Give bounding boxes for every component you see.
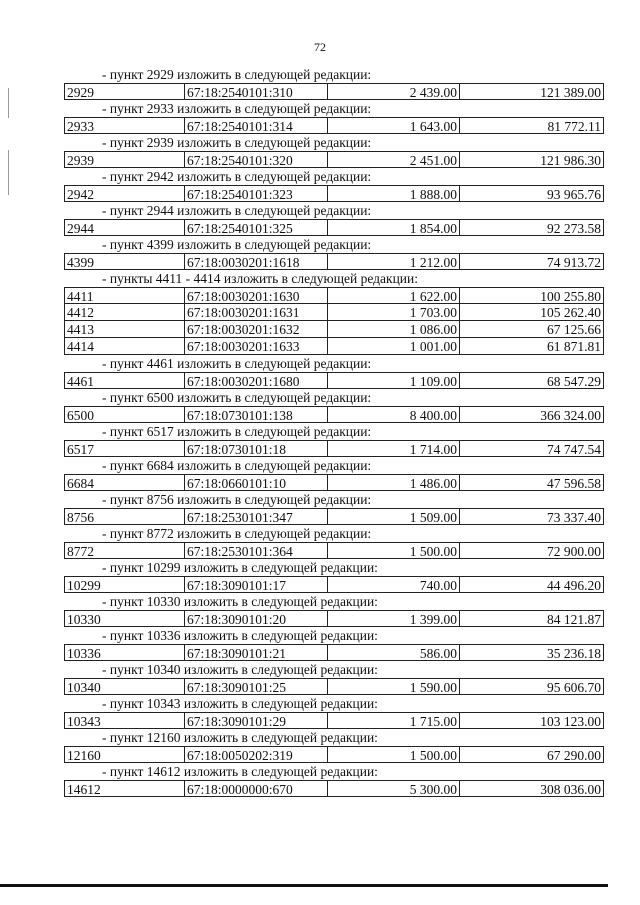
value-cell: 67 290.00 [547, 748, 601, 762]
cadastral-number-cell: 67:18:0730101:18 [185, 441, 328, 456]
amendment-heading: - пункт 2933 изложить в следующей редакции: [102, 101, 372, 116]
cadastral-number-cell: 67:18:2540101:310 [185, 84, 328, 99]
amendment-heading: - пункт 12160 изложить в следующей редакции: [102, 730, 378, 745]
area-cell: 1 643.00 [328, 118, 460, 133]
amendments-list [64, 66, 604, 797]
cadastral-number-cell: 67:18:0030201:1680 [185, 373, 328, 388]
cadastral-number-cell: 67:18:3090101:20 [185, 611, 328, 626]
table-row [64, 542, 604, 559]
table-row [64, 117, 604, 134]
item-number-cell: 10330 [65, 611, 185, 626]
area-cell: 1 086.00 [328, 321, 460, 337]
table-row [64, 644, 604, 661]
value-cell: 92 273.58 [547, 221, 601, 235]
item-number-cell: 6684 [65, 475, 185, 490]
value-cell: 74 747.54 [547, 442, 601, 456]
item-number-cell: 4412 [65, 304, 185, 320]
cadastral-number-cell: 67:18:0660101:10 [185, 475, 328, 490]
area-cell: 2 451.00 [328, 152, 460, 167]
area-cell: 1 001.00 [328, 338, 460, 354]
area-cell: 5 300.00 [328, 781, 460, 796]
item-number-cell: 4461 [65, 373, 185, 388]
table-row [64, 406, 604, 423]
item-number-cell: 4411 [65, 288, 185, 303]
area-cell: 2 439.00 [328, 84, 460, 99]
cadastral-number-cell: 67:18:2540101:314 [185, 118, 328, 133]
amendment-heading: - пункт 6517 изложить в следующей редакции: [102, 424, 372, 439]
cadastral-number-cell: 67:18:2540101:323 [185, 186, 328, 201]
table-row [64, 440, 604, 457]
amendment-heading: - пункт 10330 изложить в следующей редакции: [102, 594, 378, 609]
area-cell: 1 715.00 [328, 713, 460, 728]
table-row [64, 151, 604, 168]
amendment-heading: - пункт 2939 изложить в следующей редакции: [102, 135, 372, 150]
value-cell: 35 236.18 [547, 646, 601, 660]
cadastral-number-cell: 67:18:0030201:1631 [185, 304, 328, 320]
amendment-heading: - пункт 6684 изложить в следующей редакции: [102, 458, 372, 473]
item-number-cell: 6517 [65, 441, 185, 456]
table-row [64, 678, 604, 695]
item-number-cell: 4414 [65, 338, 185, 354]
table-row [64, 253, 604, 270]
value-cell: 73 337.40 [547, 510, 601, 524]
bottom-rule [0, 884, 608, 887]
item-number-cell: 4413 [65, 321, 185, 337]
cadastral-number-cell: 67:18:2530101:364 [185, 543, 328, 558]
amendment-heading: - пункт 6500 изложить в следующей редакции: [102, 390, 372, 405]
area-cell: 1 500.00 [328, 543, 460, 558]
area-cell: 1 590.00 [328, 679, 460, 694]
amendment-heading: - пункт 14612 изложить в следующей редакции: [102, 764, 378, 779]
value-cell: 103 123.00 [540, 714, 601, 728]
cadastral-number-cell: 67:18:3090101:21 [185, 645, 328, 660]
table-row [64, 304, 604, 321]
cadastral-number-cell: 67:18:0000000:670 [185, 781, 328, 796]
item-number-cell: 8772 [65, 543, 185, 558]
amendment-heading: - пункт 2942 изложить в следующей редакции: [102, 169, 372, 184]
amendment-heading: - пункт 8756 изложить в следующей редакции: [102, 492, 372, 507]
amendment-heading: - пункт 10340 изложить в следующей редакции: [102, 662, 378, 677]
table-row [64, 474, 604, 491]
table-row [64, 321, 604, 338]
cadastral-number-cell: 67:18:0030201:1618 [185, 254, 328, 269]
table-row [64, 83, 604, 100]
item-number-cell: 10340 [65, 679, 185, 694]
value-cell: 105 262.40 [540, 305, 601, 320]
area-cell: 1 500.00 [328, 747, 460, 762]
item-number-cell: 12160 [65, 747, 185, 762]
item-number-cell: 10299 [65, 577, 185, 592]
cadastral-number-cell: 67:18:3090101:29 [185, 713, 328, 728]
amendment-heading: - пункт 8772 изложить в следующей редакции: [102, 526, 372, 541]
value-cell: 47 596.58 [547, 476, 601, 490]
item-number-cell: 14612 [65, 781, 185, 796]
item-number-cell: 6500 [65, 407, 185, 422]
area-cell: 1 212.00 [328, 254, 460, 269]
amendment-heading: - пункт 10336 изложить в следующей редакции: [102, 628, 378, 643]
area-cell: 1 509.00 [328, 509, 460, 524]
cadastral-number-cell: 67:18:3090101:17 [185, 577, 328, 592]
value-cell: 61 871.81 [547, 339, 601, 354]
cadastral-number-cell: 67:18:2540101:325 [185, 220, 328, 235]
table-row [64, 712, 604, 729]
value-cell: 308 036.00 [540, 782, 601, 796]
area-cell: 1 399.00 [328, 611, 460, 626]
cadastral-number-cell: 67:18:0030201:1633 [185, 338, 328, 354]
page-number: 72 [314, 40, 326, 54]
item-number-cell: 4399 [65, 254, 185, 269]
value-cell: 74 913.72 [547, 255, 601, 269]
value-cell: 81 772.11 [547, 119, 601, 133]
area-cell: 1 714.00 [328, 441, 460, 456]
value-cell: 121 986.30 [540, 153, 601, 167]
table-row [64, 287, 604, 304]
value-cell: 366 324.00 [540, 408, 601, 422]
value-cell: 44 496.20 [547, 578, 601, 592]
table-row [64, 185, 604, 202]
table-row [64, 372, 604, 389]
item-number-cell: 10343 [65, 713, 185, 728]
area-cell: 8 400.00 [328, 407, 460, 422]
area-cell: 740.00 [328, 577, 460, 592]
table-row [64, 610, 604, 627]
table-row [64, 508, 604, 525]
item-number-cell: 8756 [65, 509, 185, 524]
area-cell: 1 622.00 [328, 288, 460, 303]
value-cell: 100 255.80 [540, 289, 601, 303]
amendment-heading: - пункт 10343 изложить в следующей редакции: [102, 696, 378, 711]
item-number-cell: 2933 [65, 118, 185, 133]
value-cell: 121 389.00 [540, 85, 601, 99]
amendment-heading: - пункт 2929 изложить в следующей редакции: [102, 67, 372, 82]
item-number-cell: 2942 [65, 186, 185, 201]
amendment-heading: - пункты 4411 - 4414 изложить в следующей редакции: [102, 271, 418, 286]
amendment-heading: - пункт 4399 изложить в следующей редакции: [102, 237, 372, 252]
area-cell: 1 486.00 [328, 475, 460, 490]
value-cell: 93 965.76 [547, 187, 601, 201]
item-number-cell: 2929 [65, 84, 185, 99]
area-cell: 1 888.00 [328, 186, 460, 201]
item-number-cell: 10336 [65, 645, 185, 660]
amendment-heading: - пункт 10299 изложить в следующей редакции: [102, 560, 378, 575]
table-row [64, 338, 604, 355]
value-cell: 68 547.29 [547, 374, 601, 388]
area-cell: 1 854.00 [328, 220, 460, 235]
value-cell: 72 900.00 [547, 544, 601, 558]
cadastral-number-cell: 67:18:3090101:25 [185, 679, 328, 694]
area-cell: 586.00 [328, 645, 460, 660]
value-cell: 95 606.70 [547, 680, 601, 694]
item-number-cell: 2939 [65, 152, 185, 167]
table-row [64, 219, 604, 236]
cadastral-number-cell: 67:18:0030201:1632 [185, 321, 328, 337]
area-cell: 1 109.00 [328, 373, 460, 388]
item-number-cell: 2944 [65, 220, 185, 235]
margin-mark [8, 150, 9, 195]
cadastral-number-cell: 67:18:0730101:138 [185, 407, 328, 422]
margin-mark [8, 88, 9, 118]
value-cell: 67 125.66 [547, 322, 601, 337]
cadastral-number-cell: 67:18:2530101:347 [185, 509, 328, 524]
table-row [64, 576, 604, 593]
value-cell: 84 121.87 [547, 612, 601, 626]
cadastral-number-cell: 67:18:2540101:320 [185, 152, 328, 167]
amendment-heading: - пункт 4461 изложить в следующей редакции: [102, 356, 372, 371]
area-cell: 1 703.00 [328, 304, 460, 320]
cadastral-number-cell: 67:18:0030201:1630 [185, 288, 328, 303]
table-row [64, 746, 604, 763]
table-row [64, 780, 604, 797]
cadastral-number-cell: 67:18:0050202:319 [185, 747, 328, 762]
amendment-heading: - пункт 2944 изложить в следующей редакции: [102, 203, 372, 218]
